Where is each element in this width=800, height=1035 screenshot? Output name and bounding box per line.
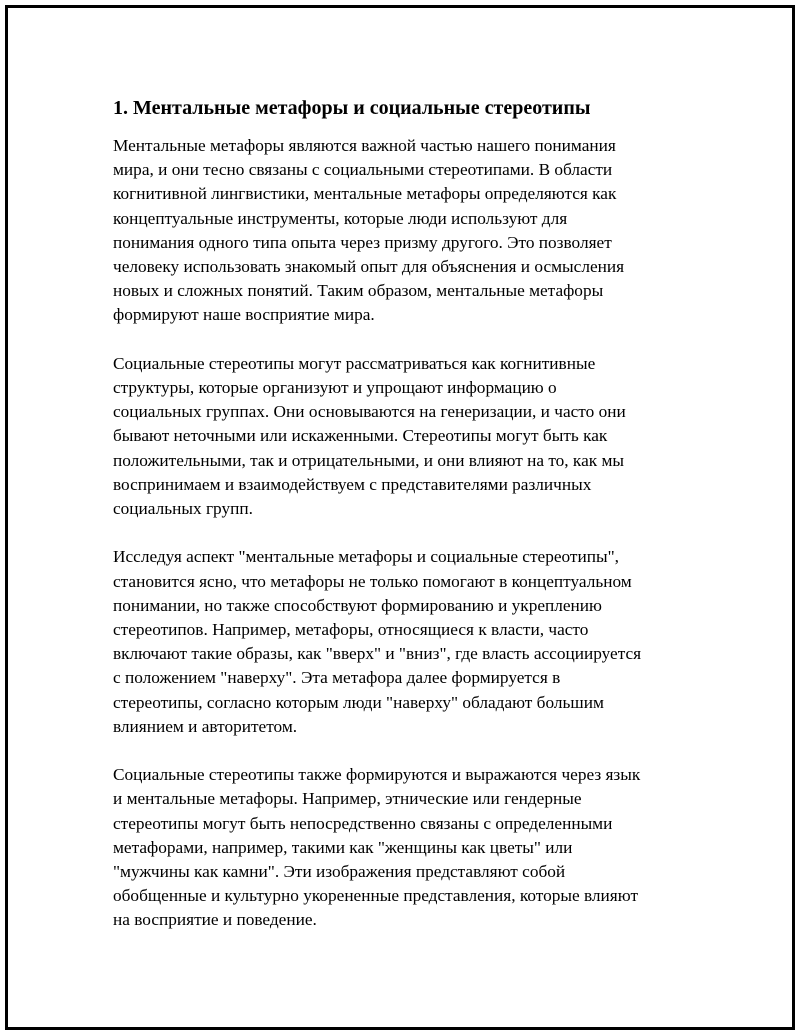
text-line: понимания одного типа опыта через призму другого. Это позволяет xyxy=(113,232,612,252)
text-line: обобщенные и культурно укорененные представления, которые влияют xyxy=(113,886,638,906)
paragraph-2 xyxy=(113,352,688,521)
text-line: включают такие образы, как "вверх" и "вниз", где власть ассоциируется xyxy=(113,644,642,664)
text-line: социальных группах. Они основываются на генеризации, и часто они xyxy=(113,402,626,422)
text-line: метафорами, например, такими как "женщины как цветы" или xyxy=(113,837,573,857)
text-line: Ментальные метафоры являются важной частью нашего понимания xyxy=(113,136,616,155)
text-line: на восприятие и поведение. xyxy=(113,910,317,930)
text-line: понимании, но также способствуют формированию и укреплению xyxy=(113,595,602,615)
text-line: социальных групп. xyxy=(113,499,253,519)
text-line: стереотипов. Например, метафоры, относящиеся к власти, часто xyxy=(113,620,589,640)
paragraph-4 xyxy=(113,763,688,932)
text-line: Социальные стереотипы также формируются и выражаются через язык xyxy=(113,765,641,785)
text-line: стереотипы, согласно которым люди "наверху" обладают большим xyxy=(113,692,604,712)
text-line: стереотипы могут быть непосредственно связаны с определенными xyxy=(113,813,613,833)
text-line: концептуальные инструменты, которые люди используют для xyxy=(113,208,568,228)
text-line: формируют наше восприятие мира. xyxy=(113,305,375,325)
section-heading: 1. Ментальные метафоры и социальные стереотипы xyxy=(113,97,591,119)
document-body xyxy=(113,96,688,957)
text-line: становится ясно, что метафоры не только помогают в концептуальном xyxy=(113,571,632,591)
text-line: и ментальные метафоры. Например, этнические или гендерные xyxy=(113,789,582,809)
text-line: человеку использовать знакомый опыт для объяснения и осмысления xyxy=(113,257,625,277)
text-line: влиянием и авторитетом. xyxy=(113,716,298,736)
paragraph-1 xyxy=(113,134,688,328)
text-line: "мужчины как камни". Эти изображения представляют собой xyxy=(113,862,566,882)
text-line: воспринимаем и взаимодействуем с представителями различных xyxy=(113,474,592,494)
text-line: структуры, которые организуют и упрощают информацию о xyxy=(113,378,557,398)
text-line: положительными, так и отрицательными, и они влияют на то, как мы xyxy=(113,450,625,470)
paragraph-3 xyxy=(113,545,688,739)
text-line: с положением "наверху". Эта метафора далее формируется в xyxy=(113,668,561,688)
text-line: Социальные стереотипы могут рассматриваться как когнитивные xyxy=(113,353,596,373)
text-line: мира, и они тесно связаны с социальными стереотипами. В области xyxy=(113,160,613,180)
text-line: новых и сложных понятий. Таким образом, ментальные метафоры xyxy=(113,281,604,301)
text-line: Исследуя аспект "ментальные метафоры и социальные стереотипы", xyxy=(113,547,619,567)
text-line: бывают неточными или искаженными. Стереотипы могут быть как xyxy=(113,426,608,446)
text-line: когнитивной лингвистики, ментальные метафоры определяются как xyxy=(113,184,617,204)
